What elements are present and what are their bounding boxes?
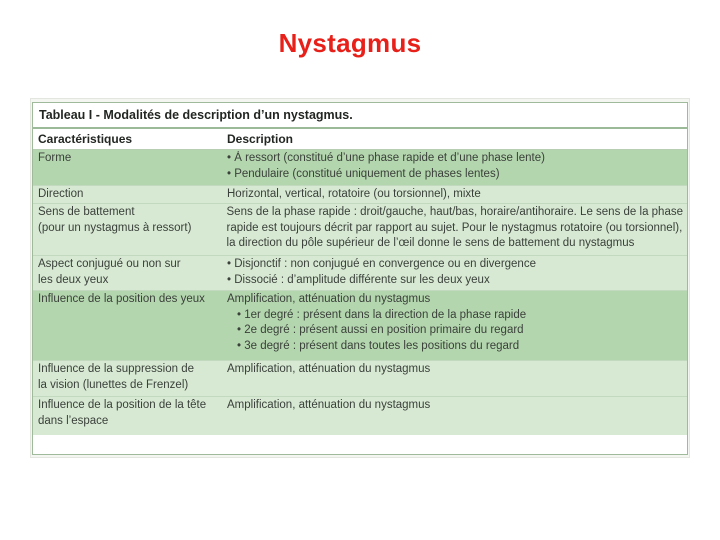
table-row-aspect-conjugue [33,256,687,291]
row-description-line: • 2e degré : présent aussi en position primaire du regard [237,324,524,336]
row-description-line: Amplification, atténuation du nystagmus [227,363,431,375]
row-label-line: Forme [38,152,72,164]
row-label-line: Influence de la suppression de [38,363,194,375]
row-description [225,186,687,203]
row-description [225,291,687,360]
row-description-line: • 1er degré : présent dans la direction de la phase rapide [237,308,527,321]
row-label [33,186,225,203]
row-label [33,256,225,290]
row-label-line: les deux yeux [38,273,109,286]
row-description-line: rapide est toujours décrit par rapport au sujet. Pour le nystagmus rotatoire (ou torsionnel), [226,221,683,234]
table-header-row [33,129,687,150]
row-label [33,397,225,435]
row-description-line: • Pendulaire (constitué uniquement de phases lentes) [227,167,500,180]
row-description-line: Sens de la phase rapide : droit/gauche, haut/bas, horaire/antihoraire. Le sens de la phase [226,206,683,218]
description-table [32,102,688,455]
table-row-suppression-vision [33,361,687,397]
row-label [33,150,225,185]
row-label-line: Influence de la position des yeux [38,293,205,305]
header-characteristics: Caractéristiques [38,132,133,146]
table-row-direction [33,186,687,204]
row-label [33,291,225,360]
row-label-line: Influence de la position de la tête [38,399,207,411]
row-label-line: dans l’espace [38,414,109,427]
row-label-line: Direction [38,188,84,200]
row-description [225,204,687,255]
row-description-line: • 3e degré : présent dans toutes les positions du regard [237,339,520,352]
table-row-forme [33,150,687,186]
table-caption: Tableau I - Modalités de description d’un nystagmus. [33,103,687,129]
row-description-line: • À ressort (constitué d’une phase rapide et d’une phase lente) [227,152,545,164]
row-label-line: la vision (lunettes de Frenzel) [38,378,189,391]
row-description-line: • Dissocié : d’amplitude différente sur les deux yeux [227,273,490,286]
row-label [33,204,225,255]
row-description-line: Amplification, atténuation du nystagmus [227,399,431,411]
row-description [225,150,687,185]
row-description [225,256,687,290]
row-label-line: (pour un nystagmus à ressort) [38,221,192,234]
row-description-line: la direction du pôle supérieur de l’œil donne le sens de battement du nystagmus [226,237,635,249]
row-label [33,361,225,396]
row-label-line: Sens de battement [38,206,135,218]
row-label-line: Aspect conjugué ou non sur [38,258,181,270]
row-description-line: Horizontal, vertical, rotatoire (ou torsionnel), mixte [227,188,481,200]
slide-title: Nystagmus [278,28,422,58]
row-description-line: • Disjonctif : non conjugué en convergence ou en divergence [227,258,536,270]
scanned-table-image [30,98,690,458]
row-description-line: Amplification, atténuation du nystagmus [227,293,431,305]
table-row-position-tete [33,397,687,435]
row-description [225,397,687,435]
table-row-sens-de-battement [33,204,687,256]
header-description: Description [227,132,294,146]
table-row-position-des-yeux [33,291,687,361]
row-description [225,361,687,396]
